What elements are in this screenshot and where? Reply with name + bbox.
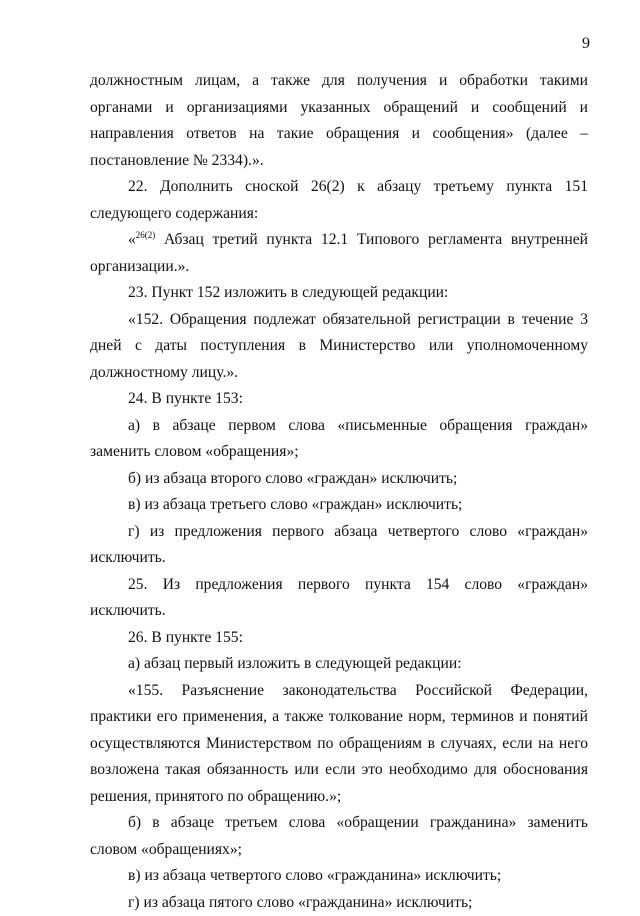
paragraph-item-24-v: в) из абзаца третьего слово «граждан» исключить; (90, 492, 588, 519)
paragraph-item-25: 25. Из предложения первого пункта 154 слово «граждан» исключить. (90, 572, 588, 625)
footnote-open-quote: « (128, 231, 136, 248)
paragraph-item-26-g: г) из абзаца пятого слово «гражданина» исключить; (90, 890, 588, 916)
footnote-body: Абзац третий пункта 12.1 Типового регламента внутренней организации.». (90, 231, 588, 275)
paragraph-item-26-b: б) в абзаце третьем слова «обращении гражданина» заменить словом «обращениях»; (90, 810, 588, 863)
paragraph-item-24: 24. В пункте 153: (90, 386, 588, 413)
paragraph-item-22: 22. Дополнить сноской 26(2) к абзацу третьему пункта 151 следующего содержания: (90, 174, 588, 227)
paragraph-item-24-a: а) в абзаце первом слова «письменные обращения граждан» заменить словом «обращения»; (90, 413, 588, 466)
paragraph-item-155-text: «155. Разъяснение законодательства Российской Федерации, практики его применения, а также толкование норм, терминов и понятий осуществляются Министерством по обращениям в случаях, если на него возложена такая обязанность или если это необходимо для обоснования решения, принятого по обращению.»; (90, 678, 588, 811)
paragraph-item-24-g: г) из предложения первого абзаца четвертого слово «граждан» исключить. (90, 519, 588, 572)
document-body (90, 68, 588, 916)
footnote-marker: 26(2) (136, 230, 156, 240)
paragraph-item-26-v: в) из абзаца четвертого слово «гражданина» исключить; (90, 863, 588, 890)
page-number: 9 (560, 34, 590, 54)
paragraph-item-26: 26. В пункте 155: (90, 625, 588, 652)
paragraph-item-26-a: а) абзац первый изложить в следующей редакции: (90, 651, 588, 678)
paragraph-item-24-b: б) из абзаца второго слово «граждан» исключить; (90, 466, 588, 493)
paragraph-footnote-text (90, 227, 588, 280)
paragraph-item-23: 23. Пункт 152 изложить в следующей редакции: (90, 280, 588, 307)
paragraph-item-152-text: «152. Обращения подлежат обязательной регистрации в течение 3 дней с даты поступления в Министерство или уполномоченному должностному лицу.». (90, 307, 588, 387)
paragraph-continuation: должностным лицам, а также для получения и обработки такими органами и организациями указанных обращений и сообщений и направления ответов на такие обращения и сообщения» (далее – постановление № 2334).». (90, 68, 588, 174)
